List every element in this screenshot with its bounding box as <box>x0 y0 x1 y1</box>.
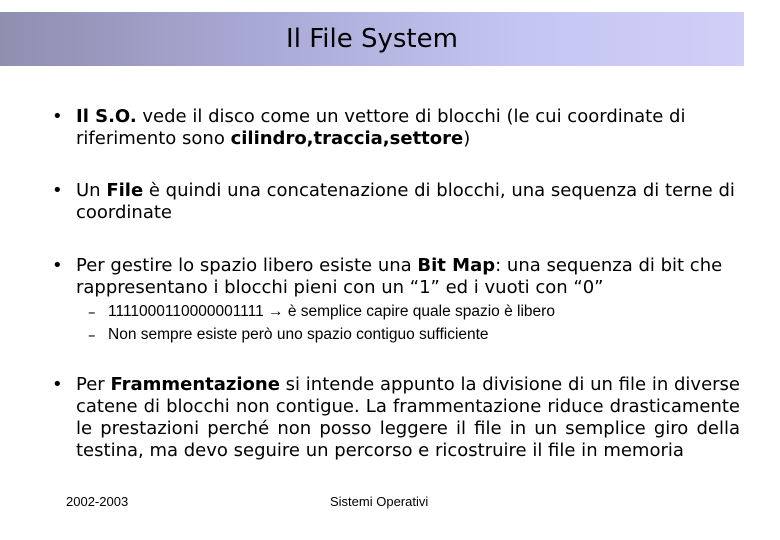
subitem-1-description: è semplice capire quale spazio è libero <box>283 303 555 320</box>
bullet-marker: • <box>52 255 63 276</box>
bullet-1-text <box>76 106 740 150</box>
bullet-2-bold-term: File <box>106 180 144 201</box>
bullet-marker: • <box>52 106 63 127</box>
bullet-marker: • <box>52 180 63 201</box>
sub-dash: – <box>88 303 96 321</box>
bullet-2-text <box>76 180 740 224</box>
bullet-1-text-a: vede il disco come un vettore di blocchi (le cui coordinate di riferimento sono <box>76 106 686 149</box>
footer-course: Sistemi Operativi <box>330 494 429 509</box>
arrow-right-icon: → <box>268 303 284 320</box>
bullet-4-bold-term: Frammentazione <box>110 374 280 395</box>
bullet-1-text-b: ) <box>463 128 471 149</box>
subitem-2-text: Non sempre esiste però uno spazio contiguo sufficiente <box>108 326 489 343</box>
bullet-3-text-a: Per gestire lo spazio libero esiste una <box>76 255 418 276</box>
bitmap-sequence: 1111000110000001111 <box>108 303 264 320</box>
bullet-4-text <box>76 374 740 462</box>
sub-dash: – <box>88 326 96 344</box>
bullet-2-text-a: Un <box>76 180 107 201</box>
bullet-3-text-b: : una sequenza di bit che rappresentano i blocchi pieni con un “1” ed i vuoti con “0” <box>76 255 723 298</box>
bullet-4-text-b: si intende appunto la divisione di un file in diverse catene di blocchi non contigue. La frammentazione riduce drasticamente le prestazioni perché non posso leggere il file in un semplice giro della testina, ma devo seguire un percorso e ricostruire il file in memoria <box>76 374 740 461</box>
subitem-1-text <box>108 301 555 323</box>
bullet-1-bold-coords: cilindro,traccia,settore <box>230 128 464 149</box>
bullet-3-bold-term: Bit Map <box>417 255 496 276</box>
bullet-2-text-b: è quindi una concatenazione di blocchi, una sequenza di terne di coordinate <box>76 180 735 223</box>
bullet-3-text <box>76 255 740 299</box>
bullet-marker: • <box>52 374 63 395</box>
slide-title: Il File System <box>286 24 458 54</box>
bullet-4-text-a: Per <box>76 374 111 395</box>
bullet-1-bold-term: Il S.O. <box>76 106 137 127</box>
footer-year: 2002-2003 <box>66 494 129 509</box>
